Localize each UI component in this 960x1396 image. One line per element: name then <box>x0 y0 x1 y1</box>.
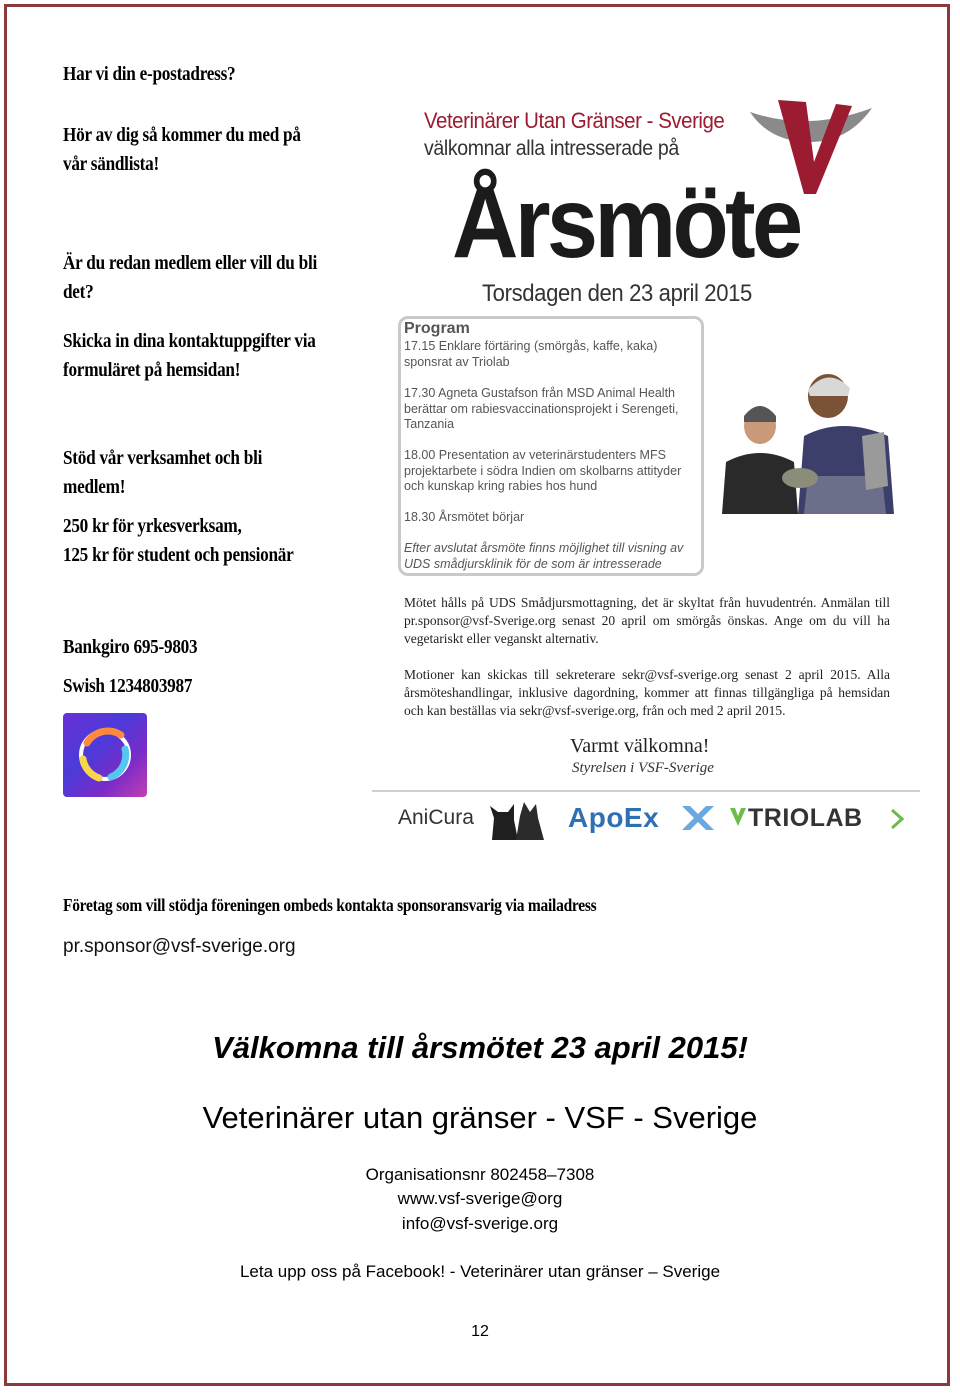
sponsor-anicura: AniCura <box>398 806 474 829</box>
poster-greeting: Varmt välkomna! <box>570 735 710 757</box>
contact-line-1: Skicka in dina kontaktuppgifter via <box>63 330 316 352</box>
footer-org: Veterinärer utan gränser - VSF - Sverige <box>202 1100 758 1135</box>
bankgiro: Bankgiro 695-9803 <box>63 636 198 658</box>
join-line-2: vår sändlista! <box>63 153 159 175</box>
sponsor-divider <box>372 790 920 792</box>
poster-signature: Styrelsen i VSF-Sverige <box>572 760 714 776</box>
contact-line-2: formuläret på hemsidan! <box>63 359 241 381</box>
fee-line-2: 125 kr för student och pensionär <box>63 544 294 566</box>
sponsor-triolab: TRIOLAB <box>748 804 863 832</box>
sponsor-email[interactable]: pr.sponsor@vsf-sverige.org <box>63 936 296 957</box>
sponsor-apoex: ApoEx <box>568 802 660 833</box>
poster-welcome: välkomnar alla intresserade på <box>424 137 679 160</box>
poster-info-1: Mötet hålls på UDS Smådjursmottagning, det är skyltat från huvudentrén. Anmälan till pr.sponsor@vsf-Sverige.org senast 20 april om smörgås önskas. Ange om du vill ha vegetariskt eller veganskt alternativ. <box>404 595 890 646</box>
program-item-3: 18.00 Presentation av veterinärstudenters MFS projektarbete i södra Indien om skolbarns attityder och kunskap kring rabies hos hund <box>404 448 682 493</box>
program-item-2: 17.30 Agneta Gustafson från MSD Animal Health berättar om rabiesvaccinationsprojekt i Serengeti, Tanzania <box>404 386 679 431</box>
triolab-arrow-icon <box>890 808 904 830</box>
email-question: Har vi din e-postadress? <box>63 63 236 85</box>
footer-facebook: Leta upp oss på Facebook! - Veterinärer utan gränser – Sverige <box>239 1262 721 1281</box>
cat-dog-icon <box>488 800 546 840</box>
apoex-cross-icon <box>680 804 716 832</box>
poster-org-name: Veterinärer Utan Gränser - Sverige <box>424 108 725 133</box>
program-item-5: Efter avslutat årsmöte finns möjlighet till visning av UDS smådjursklinik för de som är intresserade <box>404 541 684 571</box>
swish-number: Swish 1234803987 <box>63 675 193 697</box>
poster-info-2: Motioner kan skickas till sekreterare sekr@vsf-sverige.org senast 2 april 2015. Alla årsmöteshandlingar, inklusive dagordning, kommer att finnas tillgängliga på hemsidan och kan beställas via sekr@vsf-sverige.org, från och med 2 april 2015. <box>404 667 890 718</box>
swish-logo-icon <box>63 713 147 797</box>
page-number: 12 <box>471 1323 489 1340</box>
program-item-4: 18.30 Årsmötet börjar <box>404 510 525 524</box>
footer-orgnr: Organisationsnr 802458–7308 <box>365 1165 595 1184</box>
support-line-2: medlem! <box>63 476 126 498</box>
footer-welcome: Välkomna till årsmötet 23 april 2015! <box>212 1030 748 1065</box>
footer-web[interactable]: www.vsf-sverige@org <box>397 1189 563 1208</box>
footer-mail[interactable]: info@vsf-sverige.org <box>401 1214 559 1233</box>
program-title: Program <box>404 320 470 337</box>
support-line-1: Stöd vår verksamhet och bli <box>63 447 263 469</box>
member-line-1: Är du redan medlem eller vill du bli <box>63 252 317 274</box>
join-line-1: Hör av dig så kommer du med på <box>63 124 301 146</box>
triolab-mark-icon <box>730 806 746 828</box>
member-line-2: det? <box>63 281 94 303</box>
poster-date: Torsdagen den 23 april 2015 <box>482 280 752 307</box>
program-item-1: 17.15 Enklare förtäring (smörgås, kaffe, kaka) sponsrat av Triolab <box>404 339 658 369</box>
companies-text: Företag som vill stödja föreningen ombeds kontakta sponsoransvarig via mailadress <box>63 895 597 915</box>
poster-title: Årsmöte <box>452 167 800 279</box>
veterinarians-photo <box>712 366 908 514</box>
fee-line-1: 250 kr för yrkesverksam, <box>63 515 242 537</box>
